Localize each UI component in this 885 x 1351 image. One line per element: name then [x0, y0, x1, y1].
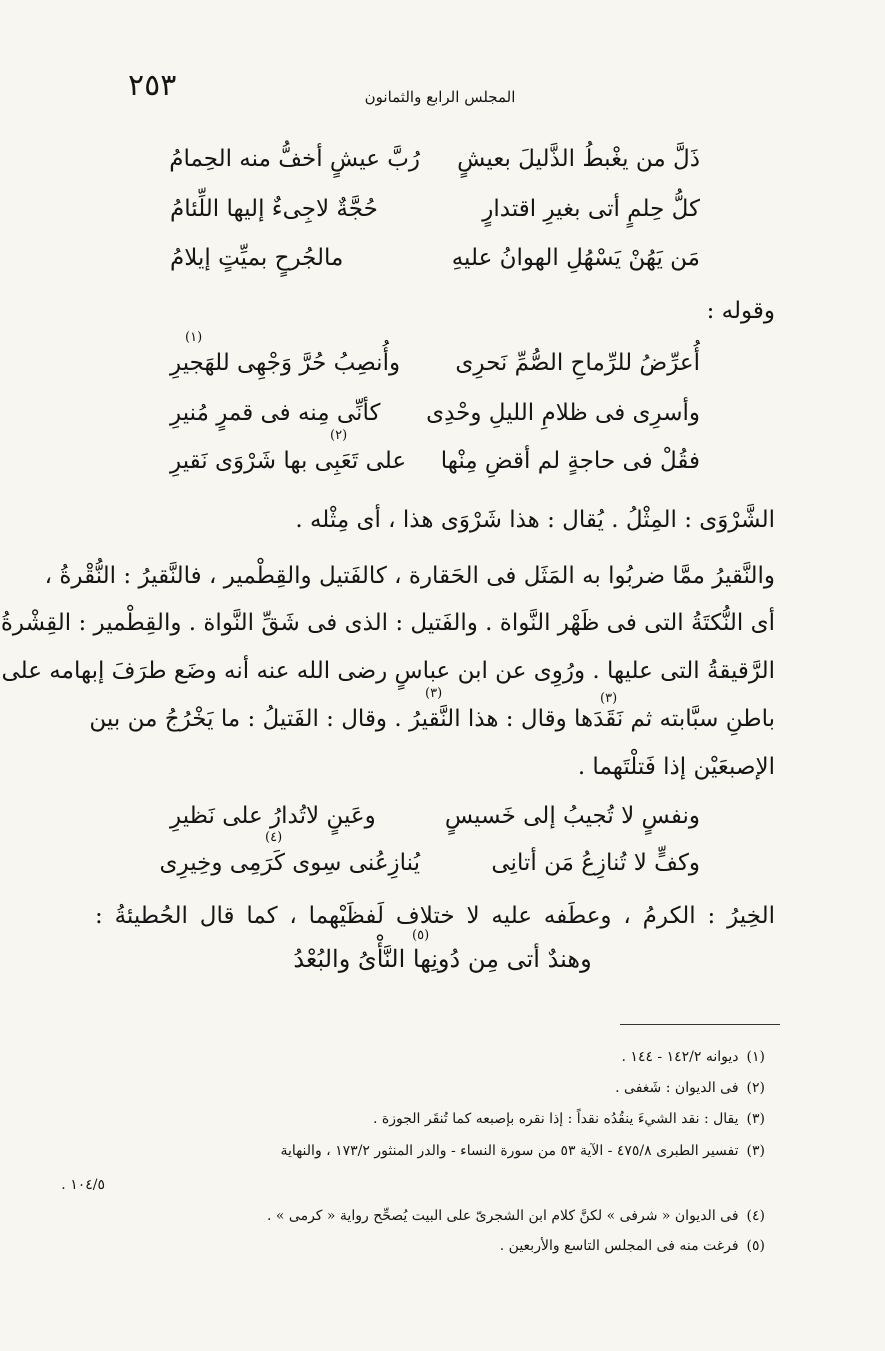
- verse-7-second-hemistich: وعَينٍ لاتُدارُ على نَظيرِ: [170, 803, 376, 829]
- footnote-text: فى الديوان : شَغفى .: [615, 1080, 739, 1096]
- prose-line-2: أى النُّكتَةُ التى فى ظَهْر النَّواة . والفَتيل : الذى فى شَقِّ النَّواة . والقِطْمير : القِشْرةُ: [0, 610, 775, 636]
- prose-paragraph-3: الخِيرُ : الكرمُ ، وعطَفه عليه لا ختلاف لَفظَيْهما ، كما قال الحُطيئةُ :: [95, 903, 775, 929]
- footnote-marker-1: (١): [185, 330, 203, 345]
- footnote-text: ديوانه ١٤٢/٢ - ١٤٤ .: [621, 1049, 739, 1065]
- footnote-number: (٣): [746, 1143, 765, 1159]
- prose-paragraph-1: الشَّرْوَى : المِثْلُ . يُقال : هذا شَرْوَى هذا ، أى مِثْله .: [295, 507, 775, 533]
- prose-line-3: الرَّقيقةُ التى عليها . ورُوِى عن ابن عباسٍ رضى الله عنه أنه وضَع طرَفَ إبهامه على: [1, 658, 775, 684]
- footnote-number: (٣): [746, 1111, 765, 1127]
- footnote-3: [373, 1111, 765, 1127]
- page-number: ٢٥٣: [128, 68, 177, 103]
- verse-3-second-hemistich: مالجُرحٍ بميِّتٍ إيلامُ: [170, 245, 344, 271]
- verse-6-second-hemistich: على تَعَبِى بها شَرْوَى نَقيرِ: [170, 448, 407, 474]
- verse-5-second-hemistich: كأنِّى مِنه فى قمرٍ مُنيرِ: [170, 400, 381, 426]
- footnote-number: (٤): [746, 1208, 765, 1224]
- verse-8-first-hemistich: وكفٍّ لا تُنازِعُ مَن أتانِى: [491, 850, 700, 876]
- running-title: المجلس الرابع والثمانون: [364, 88, 516, 106]
- footnote-text: يقال : نقد الشيءَ ينقُدُه نقداً : إذا نقره بإصبعه كما تُنقَر الجوزة .: [372, 1111, 739, 1127]
- verse-1-second-hemistich: رُبَّ عيشٍ أخفُّ منه الحِمامُ: [169, 146, 420, 172]
- footnote-marker-3: (٣): [425, 686, 443, 701]
- footnote-marker-2: (٢): [330, 428, 348, 443]
- half-verse: وهندٌ أتى مِن دُونِها النَّأْىُ والبُعْدُ: [293, 945, 592, 973]
- footnote-number: (٢): [746, 1080, 765, 1096]
- footnote-text: تفسير الطبرى ٤٧٥/٨ - الآية ٥٣ من سورة النساء - والدر المنثور ١٧٣/٢ ، والنهاية: [280, 1143, 739, 1159]
- footnote-4: [267, 1208, 765, 1224]
- verse-5-first-hemistich: وأسرِى فى ظلامِ الليلِ وحْدِى: [426, 400, 700, 426]
- footnote-1: [622, 1049, 765, 1065]
- verse-4-second-hemistich: وأُنصِبُ حُرَّ وَجْهِى للهَجيرِ: [170, 350, 401, 376]
- verse-6-first-hemistich: فقُلْ فى حاجةٍ لم أقضِ مِنْها: [440, 448, 700, 474]
- footnote-5: [500, 1238, 765, 1254]
- verse-8-second-hemistich: يُنازِعُنى سِوى كَرَمِى وخِيرِى: [159, 850, 420, 876]
- verse-4-first-hemistich: أُعرِّضُ للرِّماحِ الصُّمِّ نَحرِى: [455, 350, 700, 376]
- verse-1-first-hemistich: ذَلَّ من يغْبطُ الذَّليلَ بعيشٍ: [457, 146, 700, 172]
- footnote-rule: [620, 1024, 780, 1025]
- footnote-number: (١): [746, 1049, 765, 1065]
- footnote-text: ١٠٤/٥ .: [61, 1177, 105, 1193]
- footnote-marker-3b: (٣): [600, 691, 618, 706]
- prose-line-4: باطنِ سبَّابته ثم نَقَدَها وقال : هذا النَّقيرُ . وقال : الفَتيلُ : ما يَخْرُجُ من بين: [89, 706, 775, 732]
- footnote-2: [615, 1080, 765, 1096]
- intro-line: وقوله :: [706, 298, 775, 324]
- prose-line-5: الإصبعَيْن إذا فَتلْتَهما .: [577, 754, 775, 780]
- footnote-text: فى الديوان « شرفى » لكنَّ كلام ابن الشجرىّ على البيت يُصحِّح رواية « كرمى » .: [266, 1208, 739, 1224]
- footnote-marker-5: (٥): [412, 928, 430, 943]
- footnote-3b-continued: [61, 1177, 105, 1193]
- prose-line-1: والنَّقيرُ ممَّا ضربُوا به المَثَل فى الحَقارة ، كالفَتيل والقِطْمير ، فالنَّقيرُ : النُّقْرةُ ،: [44, 563, 775, 589]
- verse-2-second-hemistich: حُجَّةٌ لاجِىءٌ إليها اللِّئامُ: [170, 196, 378, 222]
- verse-3-first-hemistich: مَن يَهُنْ يَسْهُلِ الهوانُ عليهِ: [451, 245, 700, 271]
- verse-7-first-hemistich: ونفسٍ لا تُجيبُ إلى خَسيسٍ: [444, 803, 700, 829]
- footnote-marker-4: (٤): [265, 830, 283, 845]
- footnote-3b: [90, 1143, 765, 1159]
- verse-2-first-hemistich: كلُّ حِلمٍ أتى بغيرِ اقتدارٍ: [482, 196, 700, 222]
- footnote-number: (٥): [746, 1238, 765, 1254]
- footnote-text: فرغت منه فى المجلس التاسع والأربعين .: [499, 1238, 739, 1254]
